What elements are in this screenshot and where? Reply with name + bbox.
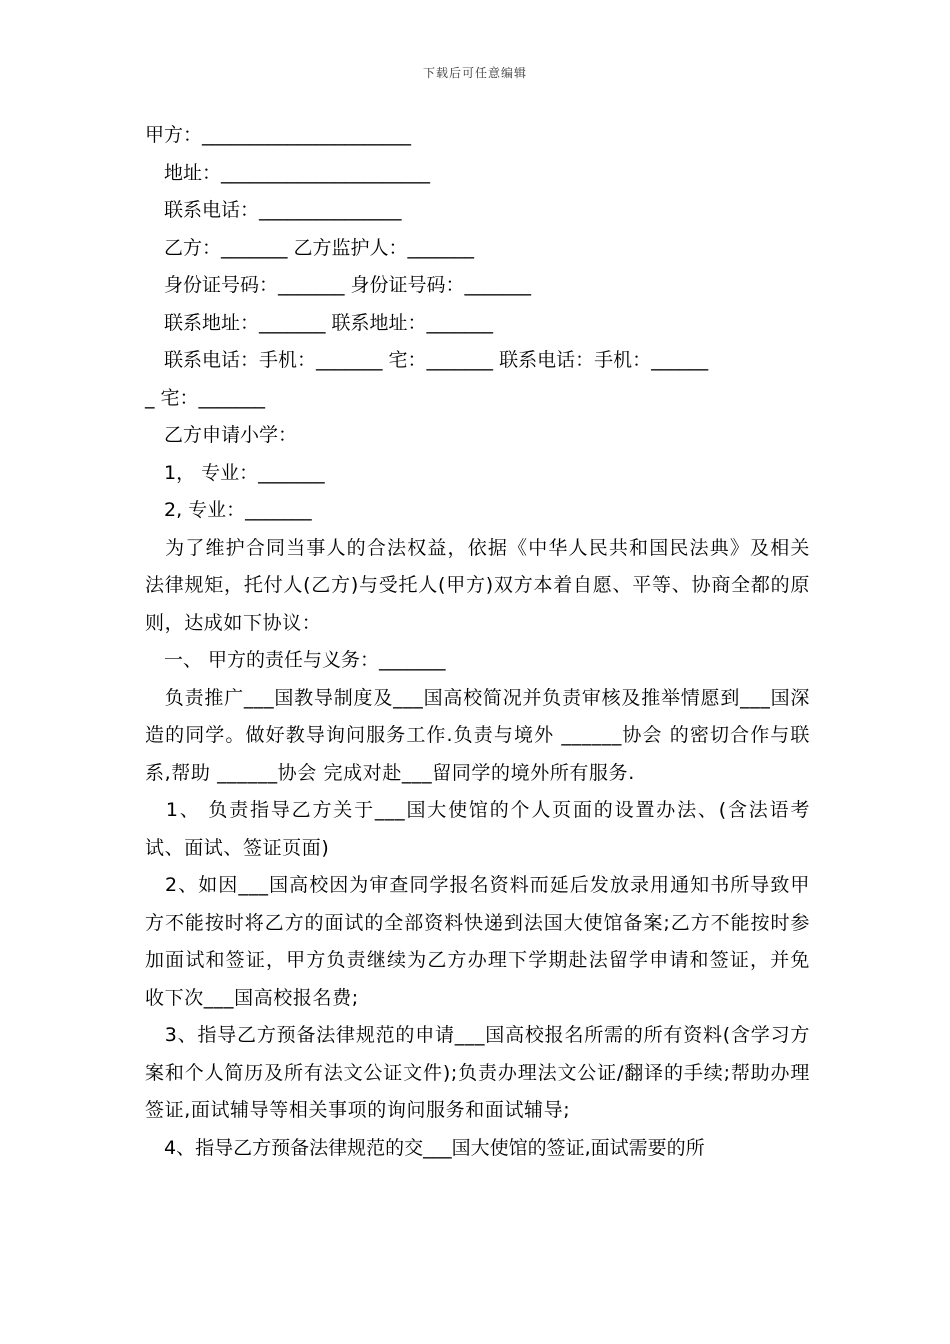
contact-home-line: _ 宅：_______ bbox=[145, 386, 266, 409]
party-a-line: 甲方：______________________ bbox=[145, 124, 412, 146]
clause-3-paragraph: 3、指导乙方预备法律规范的申请___国高校报名所需的所有资料(含学习方案和个人简历及所有法文公证文件);负责办理法文公证/翻译的手续;帮助办理签证,面试辅导等相关事项的询问服务和面试辅导; bbox=[145, 1024, 810, 1121]
application-line: 乙方申请小学： bbox=[145, 424, 298, 446]
section-1-heading: 一、 甲方的责任与义务：_______ bbox=[145, 649, 446, 671]
contact-mobile-line: 联系电话：手机：_______ 宅：_______ 联系电话：手机：______ bbox=[145, 349, 709, 371]
id-number-line: 身份证号码：_______ 身份证号码：_______ bbox=[145, 274, 532, 296]
major-2-line: 2, 专业：_______ bbox=[145, 499, 312, 521]
major-1-line: 1， 专业：_______ bbox=[145, 461, 325, 484]
contact-phone-line: 联系电话：_______________ bbox=[145, 199, 402, 221]
preamble-paragraph: 为了维护合同当事人的合法权益，依据《中华人民共和国民法典》及相关法律规矩，托付人(乙方)与受托人(甲方)双方本着自愿、平等、协商全都的原则，达成如下协议： bbox=[145, 536, 810, 634]
address-line: 地址：______________________ bbox=[145, 161, 431, 184]
clause-2-paragraph: 2、如因___国高校因为审查同学报名资料而延后发放录用通知书所导致甲方不能按时将乙方的面试的全部资料快递到法国大使馆备案;乙方不能按时参加面试和签证，甲方负责继续为乙方办理下学期赴法留学申请和签证，并免收下次___国高校报名费; bbox=[145, 874, 810, 1009]
page-header: 下载后可任意编辑 bbox=[422, 66, 527, 80]
contact-address-line: 联系地址：_______ 联系地址：_______ bbox=[145, 311, 494, 334]
clause-1-paragraph: 1、 负责指导乙方关于___国大使馆的个人页面的设置办法、(含法语考试、面试、签证页面) bbox=[145, 799, 810, 859]
party-b-line: 乙方：_______ 乙方监护人：_______ bbox=[145, 236, 475, 259]
clause-4-paragraph: 4、指导乙方预备法律规范的交___国大使馆的签证,面试需要的所 bbox=[145, 1136, 705, 1159]
responsibility-paragraph: 负责推广___国教导制度及___国高校简况并负责审核及推举情愿到___国深造的同学。做好教导询问服务工作.负责与境外 ______协会 的密切合作与联系,帮助 ______协会 完成对赴___留同学的境外所有服务. bbox=[145, 686, 810, 784]
contract-body bbox=[145, 117, 810, 1167]
